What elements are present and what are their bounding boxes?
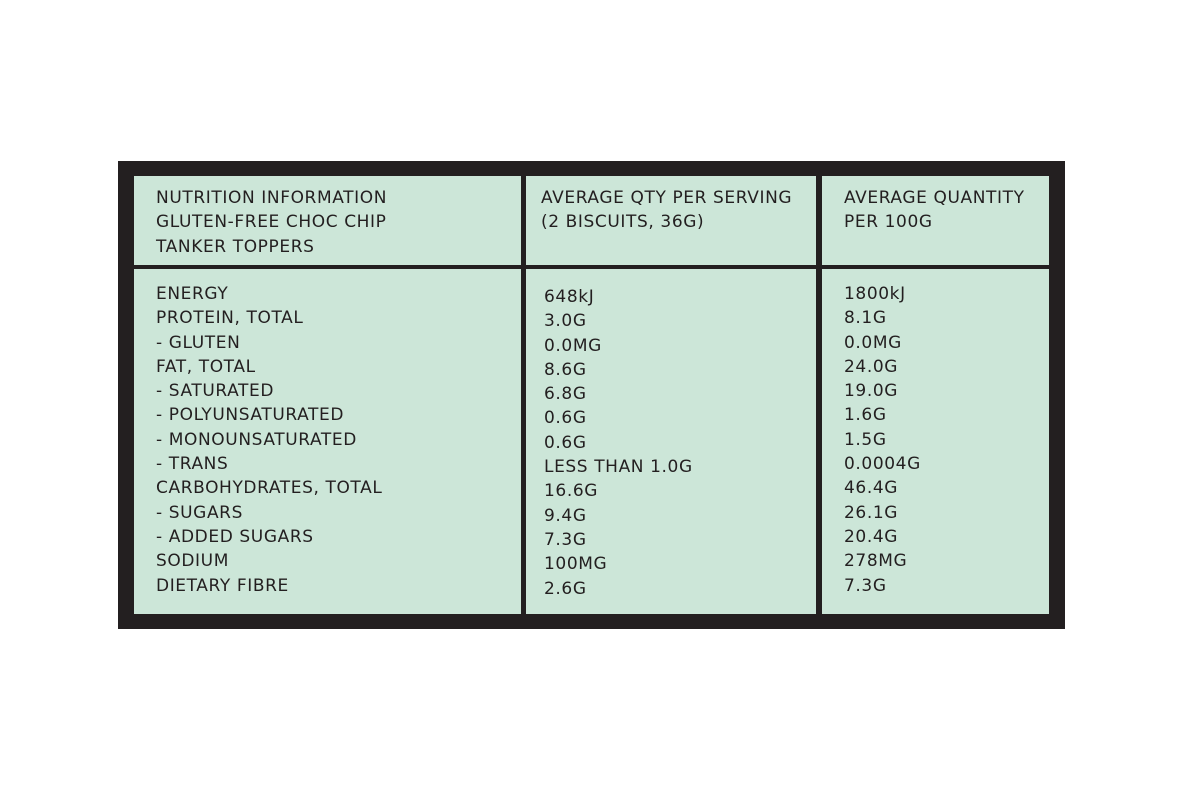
header-per-serving-cell: [526, 176, 816, 265]
nutrient-name: PROTEIN, TOTAL: [156, 308, 304, 329]
per-100g-value: 1800kJ: [844, 284, 906, 304]
nutrient-name: - MONOUNSATURATED: [156, 429, 357, 450]
nutrient-name: SODIUM: [156, 551, 229, 572]
per-serving-value: 648kJ: [544, 287, 595, 307]
per-100g-value: 26.1G: [844, 502, 899, 523]
title-line-1: NUTRITION INFORMATION: [156, 188, 388, 208]
serving-header-line-1: AVERAGE QTY PER SERVING: [541, 188, 793, 208]
nutrient-name: ENERGY: [156, 284, 229, 304]
per-100g-value: 1.5G: [844, 429, 887, 450]
nutrient-name: CARBOHYDRATES, TOTAL: [156, 478, 383, 499]
per-100g-value: 19.0G: [844, 381, 899, 402]
nutrition-table: [118, 161, 1065, 629]
per-serving-value: 0.6G: [544, 432, 587, 453]
per-serving-values-cell: [526, 269, 816, 614]
nutrient-name: - SUGARS: [156, 502, 243, 523]
per-serving-value: 0.6G: [544, 408, 587, 429]
per-serving-value: 6.8G: [544, 384, 587, 405]
per-100g-value: 7.3G: [844, 575, 887, 596]
title-line-3: TANKER TOPPERS: [156, 236, 315, 257]
per-serving-value: 2.6G: [544, 578, 587, 599]
nutrient-name: - POLYUNSATURATED: [156, 405, 345, 426]
per-100g-value: 1.6G: [844, 405, 887, 426]
per100-header-line-1: AVERAGE QUANTITY: [844, 188, 1025, 208]
nutrient-name: - SATURATED: [156, 381, 275, 402]
serving-header-line-2: (2 BISCUITS, 36G): [541, 212, 705, 233]
per-serving-value: 8.6G: [544, 359, 587, 380]
nutrient-name: - TRANS: [156, 454, 229, 475]
per-100g-value: 20.4G: [844, 526, 899, 547]
nutrient-names-cell: [134, 269, 521, 614]
per-100g-value: 278MG: [844, 551, 908, 572]
per-serving-value: 0.0MG: [544, 335, 602, 356]
header-per-100g-cell: [822, 176, 1049, 265]
per-serving-value: 7.3G: [544, 529, 587, 550]
nutrient-name: FAT, TOTAL: [156, 356, 256, 377]
per-100g-value: 8.1G: [844, 308, 887, 329]
nutrient-name: DIETARY FIBRE: [156, 575, 289, 596]
nutrient-name: - ADDED SUGARS: [156, 526, 314, 547]
per-100g-value: 46.4G: [844, 478, 899, 499]
per-serving-value: 100MG: [544, 554, 608, 575]
per-100g-values-cell: [822, 269, 1049, 614]
per100-header-line-2: PER 100G: [844, 212, 933, 233]
per-serving-value: LESS THAN 1.0G: [544, 457, 693, 478]
per-serving-value: 16.6G: [544, 481, 599, 502]
nutrient-name: - GLUTEN: [156, 332, 241, 353]
per-serving-value: 3.0G: [544, 311, 587, 332]
header-title-cell: [134, 176, 521, 265]
per-100g-value: 24.0G: [844, 356, 899, 377]
per-100g-value: 0.0MG: [844, 332, 902, 353]
per-100g-value: 0.0004G: [844, 454, 921, 475]
per-serving-value: 9.4G: [544, 505, 587, 526]
title-line-2: GLUTEN-FREE CHOC CHIP: [156, 212, 387, 233]
